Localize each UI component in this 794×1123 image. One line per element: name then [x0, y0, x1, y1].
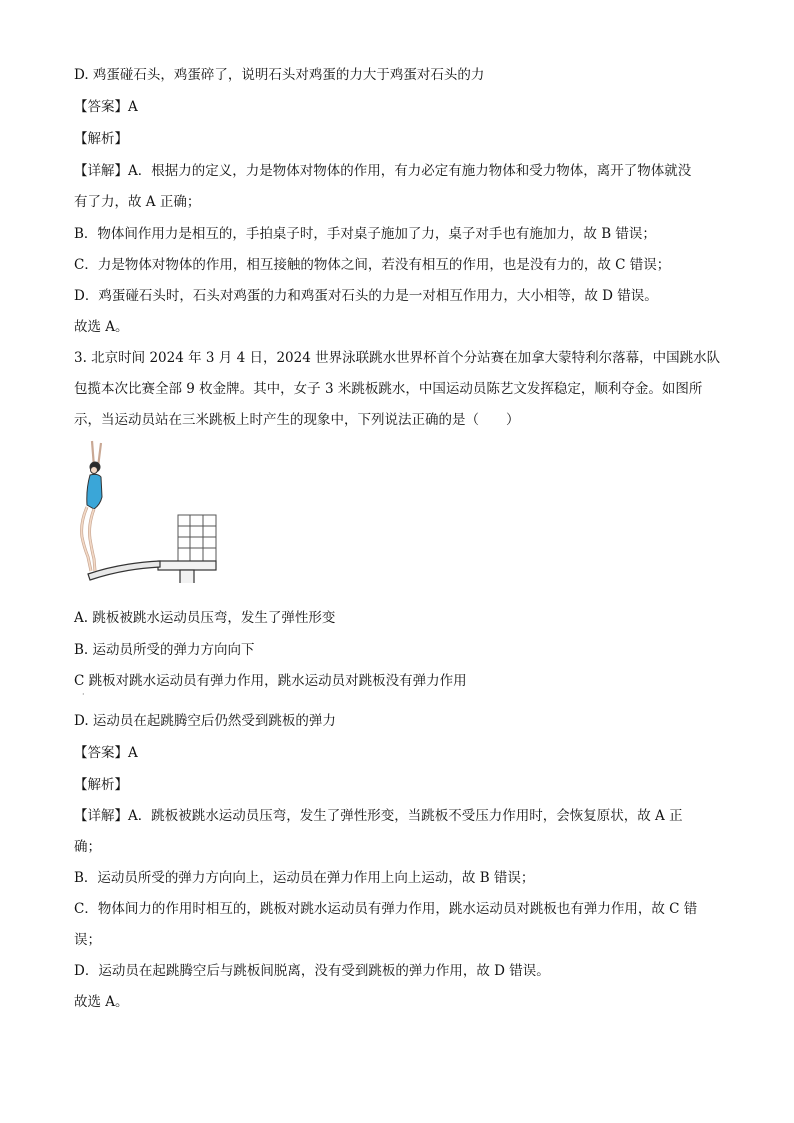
answer-label: 【答案】A [74, 99, 138, 115]
detail-line: 误； [74, 932, 101, 948]
option-c: C 跳板对跳水运动员有弹力作用，跳水运动员对跳板没有弹力作用 [74, 673, 467, 689]
diver-figure [70, 433, 230, 583]
analysis-label: 【解析】 [74, 777, 128, 793]
conclusion-line: 故选 A。 [74, 319, 129, 335]
option-d: D. 运动员在起跳腾空后仍然受到跳板的弹力 [74, 713, 336, 729]
platform-railing [178, 515, 216, 561]
detail-line: 【详解】A．根据力的定义，力是物体对物体的作用，有力必定有施力物体和受力物体，离开了物体就没 [74, 163, 692, 179]
question-3-stem: 示，当运动员站在三米跳板上时产生的现象中，下列说法正确的是（ ） [74, 412, 520, 428]
answer-label: 【答案】A [74, 745, 138, 761]
detail-line: C．物体间力的作用时相互的，跳板对跳水运动员有弹力作用，跳水运动员对跳板也有弹力作用，故 C 错 [74, 901, 698, 917]
detail-line: D．鸡蛋碰石头时，石头对鸡蛋的力和鸡蛋对石头的力是一对相互作用力，大小相等，故 D 错误。 [74, 288, 658, 304]
conclusion-line: 故选 A。 [74, 994, 129, 1010]
option-a: A. 跳板被跳水运动员压弯，发生了弹性形变 [74, 610, 336, 626]
option-b: B. 运动员所受的弹力方向向下 [74, 642, 255, 658]
platform-base [158, 561, 216, 583]
detail-line: 有了力，故 A 正确； [74, 194, 201, 210]
detail-line: D．运动员在起跳腾空后与跳板间脱离，没有受到跳板的弹力作用，故 D 错误。 [74, 963, 550, 979]
detail-line: 【详解】A．跳板被跳水运动员压弯，发生了弹性形变，当跳板不受压力作用时，会恢复原状，故 A 正 [74, 808, 683, 824]
option-c-stray-dot: · [82, 690, 85, 699]
detail-line: B．物体间作用力是相互的，手拍桌子时，手对桌子施加了力，桌子对手也有施加力，故 B 错误； [74, 226, 656, 242]
diver-on-springboard-illustration [70, 433, 230, 583]
question-3-stem: 包揽本次比赛全部 9 枚金牌。其中，女子 3 米跳板跳水，中国运动员陈艺文发挥稳定，顺利夺金。如图所 [74, 381, 703, 397]
diver [82, 441, 102, 571]
springboard [88, 561, 160, 580]
detail-line: 确； [74, 839, 101, 855]
detail-line: C．力是物体对物体的作用，相互接触的物体之间，若没有相互的作用，也是没有力的，故 C 错误； [74, 257, 671, 273]
prev-question-option-d: D. 鸡蛋碰石头，鸡蛋碎了，说明石头对鸡蛋的力大于鸡蛋对石头的力 [74, 67, 485, 83]
analysis-label: 【解析】 [74, 131, 128, 147]
detail-line: B．运动员所受的弹力方向向上，运动员在弹力作用上向上运动，故 B 错误； [74, 870, 535, 886]
question-3-stem: 3. 北京时间 2024 年 3 月 4 日，2024 世界泳联跳水世界杯首个分站赛在加拿大蒙特利尔落幕，中国跳水队 [74, 350, 721, 366]
